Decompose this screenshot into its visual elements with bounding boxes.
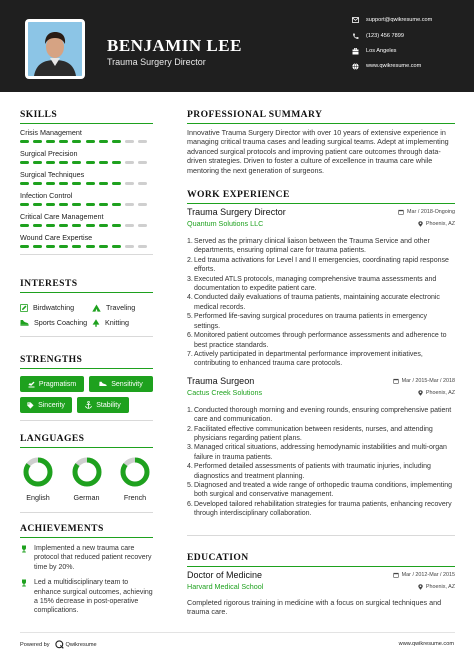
summary-divider [187,123,455,124]
contact-email-text: support@qwikresume.com [366,17,433,23]
strength-label: Pragmatism [38,380,77,388]
skill-level-segment [72,161,81,164]
bullet-number: 3. [187,444,193,452]
interests-list [20,300,153,330]
skill-level-segment [46,161,55,164]
skill-level-segment [138,161,147,164]
tree-icon [92,319,100,327]
bullet-number: 5. [187,481,193,489]
job-subheader [187,388,455,400]
job-title: Trauma Surgeon [187,375,255,386]
skill-item [20,191,153,212]
job-dates-text: Mar / 2018-Ongoing [407,209,455,216]
skills-heading: SKILLS [20,109,58,120]
calendar-icon [393,378,399,384]
skill-level-bar [20,203,153,206]
skill-level-segment [99,140,108,143]
education-dates-text: Mar / 2012-Mar / 2015 [401,571,455,578]
skill-item [20,212,153,233]
skill-level-segment [46,203,55,206]
qwikresume-logo-icon [55,640,64,649]
education-location-text: Phoenix, AZ [425,583,455,590]
bullet-number: 4. [187,463,193,471]
skill-level-segment [72,140,81,143]
skill-level-segment [99,245,108,248]
skill-level-segment [59,182,68,185]
strength-badge [89,376,153,392]
interest-item [92,300,152,315]
footer-website[interactable]: www.qwikresume.com [398,641,454,647]
job-bullet [187,312,455,331]
experience-end-divider [187,535,455,536]
bullet-number: 6. [187,500,193,508]
interest-label: Birdwatching [33,303,75,312]
skill-level-segment [59,140,68,143]
skill-level-segment [99,182,108,185]
skills-divider [20,123,153,124]
contact-location [352,45,470,57]
skill-level-segment [46,224,55,227]
skill-level-segment [138,224,147,227]
right-column [187,109,455,616]
bullet-text: Led trauma activations for Level I and II emergencies, coordinating rapid response efforts. [194,256,449,274]
job-company: Quantum Solutions LLC [187,219,264,229]
phone-icon [352,33,359,40]
trophy-icon [20,579,28,587]
anchor-icon [85,401,92,409]
experience-heading: WORK EXPERIENCE [187,189,290,201]
job-location [418,390,455,396]
experience-divider [187,203,455,204]
language-item [117,457,153,502]
skill-level-segment [138,245,147,248]
skill-level-segment [112,182,121,185]
skill-level-segment [125,224,134,227]
job-dates [398,209,455,215]
brand-name: Qwikresume [65,641,97,648]
bullet-text: Executed ATLS protocols, managing comprehensive trauma assessments and documentation to expedite patient care. [194,275,437,293]
education-entry [187,570,455,617]
skill-level-segment [20,182,29,185]
skill-label: Surgical Techniques [20,170,85,179]
languages-divider [20,447,153,448]
bullet-number: 3. [187,275,193,283]
strengths-end-divider [20,420,153,421]
strength-badge [20,397,72,413]
bullet-number: 6. [187,332,193,340]
skill-label: Surgical Precision [20,149,78,158]
bullet-text: Developed tailored rehabilitation strategies for trauma patients, enhancing recovery through interdisciplinary collaboration. [194,500,452,518]
skill-label: Infection Control [20,191,73,200]
skill-level-segment [138,182,147,185]
education-dates [393,572,455,578]
calendar-icon [393,572,399,578]
job-header [187,207,455,219]
skills-list [20,128,153,254]
job-bullet [187,425,455,444]
job-bullet [187,331,455,350]
skill-level-segment [59,161,68,164]
shoe-icon [99,381,107,387]
language-item [69,457,105,502]
interest-label: Sports Coaching [34,318,88,327]
bullet-number: 5. [187,313,193,321]
skill-level-segment [20,140,29,143]
education-location [418,584,455,590]
skill-level-segment [86,182,95,185]
contact-phone[interactable] [352,30,470,42]
job-bullet [187,237,455,256]
summary-heading: PROFESSIONAL SUMMARY [187,109,323,120]
job-bullet [187,481,455,500]
skill-level-segment [20,245,29,248]
job-location-text: Phoenix, AZ [425,221,455,228]
skill-level-bar [20,224,153,227]
skill-item [20,128,153,149]
strength-label: Stability [96,401,121,409]
skill-level-segment [72,203,81,206]
skill-level-segment [112,161,121,164]
language-label: English [26,493,50,502]
job-bullet [187,256,455,275]
skill-level-segment [72,182,81,185]
job-bullet [187,293,455,312]
summary-text: Innovative Trauma Surgery Director with over 10 years of extensive experience in managing critical trauma cases and leading surgical teams. Adept at implementing advanced surgical protocols and improving patient care outcomes through data-driven strategies. Driven to foster a culture of excellence in trauma care while mentoring the next generation of surgeons. [187,128,449,175]
email-icon [352,17,359,23]
language-label: German [73,493,100,502]
job-bullets [187,237,455,369]
job-entry [187,376,455,519]
strength-label: Sincerity [38,401,65,409]
skill-level-segment [125,245,134,248]
skill-level-segment [86,140,95,143]
skill-level-segment [99,203,108,206]
job-dates-text: Mar / 2015-Mar / 2018 [401,377,455,384]
skill-level-segment [20,224,29,227]
bullet-number: 1. [187,406,193,414]
skill-level-segment [46,140,55,143]
education-description: Completed rigorous training in medicine with a focus on surgical techniques and trauma care. [187,597,442,616]
skill-level-segment [59,245,68,248]
globe-icon [352,63,359,70]
language-gauge [23,457,53,487]
skill-level-segment [112,203,121,206]
skill-level-segment [33,245,42,248]
skill-level-segment [86,245,95,248]
skill-item [20,233,153,254]
candidate-title: Trauma Surgery Director [107,57,206,67]
skill-level-segment [138,203,147,206]
candidate-name: BENJAMIN LEE [107,36,242,55]
skill-item [20,149,153,170]
achievement-text: Led a multidisciplinary team to enhance surgical outcomes, achieving a 15% decrease in post-operative complications. [34,579,153,615]
education-heading: EDUCATION [187,551,249,563]
tag-icon [27,402,34,409]
education-header [187,570,455,582]
interests-end-divider [20,336,153,337]
achievement-item [20,544,153,572]
map-pin-icon [418,221,423,227]
skill-level-bar [20,182,153,185]
skill-level-segment [112,224,121,227]
profile-photo [25,19,85,79]
sneaker-icon [20,319,29,326]
education-divider [187,566,455,567]
skill-level-bar [20,161,153,164]
education-school: Harvard Medical School [187,581,264,591]
strength-label: Sensitivity [111,380,143,388]
bullet-text: Performed detailed assessments of patients with traumatic injuries, including diagnostics and treatment planning. [194,463,431,480]
contact-website[interactable] [352,60,470,72]
skill-level-segment [59,203,68,206]
languages-heading: LANGUAGES [20,433,85,444]
powered-by[interactable] [20,640,97,649]
skill-level-segment [46,245,55,248]
job-bullet [187,500,455,519]
skill-label: Crisis Management [20,128,82,137]
skill-level-segment [125,161,134,164]
interest-label: Knitting [105,318,129,327]
skill-level-segment [112,245,121,248]
achievements-heading: ACHIEVEMENTS [20,523,104,534]
strength-badge [20,376,84,392]
job-bullet [187,350,455,369]
skill-level-segment [33,203,42,206]
job-header [187,376,455,388]
job-entry [187,207,455,369]
interest-label: Traveling [106,303,136,312]
bullet-number: 2. [187,256,193,264]
pencil-icon [20,304,28,312]
skill-level-segment [33,224,42,227]
skill-level-segment [125,140,134,143]
tent-icon [92,304,101,312]
skill-label: Wound Care Expertise [20,233,93,242]
bullet-text: Conducted thorough morning and evening rounds, ensuring comprehensive patient care and communication. [194,406,452,424]
bullet-text: Performed life-saving surgical procedures on trauma patients in emergency settings. [194,313,428,330]
language-gauge [72,457,102,487]
interest-item [92,315,152,330]
skill-level-segment [33,182,42,185]
skill-level-segment [99,161,108,164]
bullet-number: 2. [187,425,193,433]
bullet-text: Monitored patient outcomes through performance assessments and adherence to best practice standards. [194,332,447,349]
map-pin-icon [418,584,423,590]
skill-level-segment [20,203,29,206]
contact-location-text: Los Angeles [366,48,397,54]
job-location [418,221,455,227]
contact-website-text: www.qwikresume.com [366,63,422,69]
achievement-text: Implemented a new trauma care protocol that reduced patient recovery time by 20%. [34,545,152,571]
interest-item [20,300,92,315]
bullet-text: Facilitated effective communication between residents, nurses, and attending physicians regarding patient plans. [194,425,433,442]
interest-item [20,315,92,330]
contact-phone-text: (123) 456 7899 [366,33,404,39]
skill-level-bar [20,140,153,143]
job-bullet [187,406,455,425]
achievements-divider [20,537,153,538]
skill-level-segment [33,161,42,164]
skill-level-segment [99,224,108,227]
language-label: French [123,493,147,502]
interests-heading: INTERESTS [20,278,78,289]
skill-level-segment [86,161,95,164]
language-item [20,457,56,502]
skill-level-bar [20,245,153,248]
location-icon [352,48,359,55]
job-bullets [187,406,455,519]
bullet-number: 4. [187,294,193,302]
skill-level-segment [125,203,134,206]
languages-list [20,457,153,502]
bullet-text: Managed critical situations, addressing hemodynamic instabilities and multi-organ failure in trauma patients. [194,444,447,461]
skill-level-segment [59,224,68,227]
map-pin-icon [418,390,423,396]
achievement-item [20,578,153,616]
skill-level-segment [20,161,29,164]
left-column [20,109,153,616]
bullet-text: Served as the primary clinical liaison between the Trauma Service and other departments, ensuring optimal care for trauma patients. [194,238,430,255]
skills-end-divider [20,254,153,255]
skill-level-segment [72,224,81,227]
skill-level-segment [86,224,95,227]
strength-badge [77,397,129,413]
bullet-number: 7. [187,350,193,358]
job-bullet [187,275,455,294]
skill-level-segment [112,140,121,143]
strengths-heading: STRENGTHS [20,354,83,365]
job-bullet [187,462,455,481]
strengths-list [20,376,153,413]
resume-header [0,0,474,92]
language-gauge [120,457,150,487]
job-bullet [187,443,455,462]
job-location-text: Phoenix, AZ [425,389,455,396]
job-dates [393,378,455,384]
calendar-icon [398,209,404,215]
powered-by-label: Powered by [20,641,50,648]
job-subheader [187,219,455,231]
skill-level-segment [33,140,42,143]
contact-email[interactable] [352,14,470,26]
bullet-text: Diagnosed and treated a wide range of orthopedic trauma conditions, implementing both surgical and conservative management. [194,481,452,499]
hand-icon [28,381,35,388]
skill-level-segment [72,245,81,248]
bullet-number: 1. [187,238,193,246]
interests-divider [20,292,153,293]
job-company: Cactus Creek Solutions [187,387,263,397]
skill-level-segment [46,182,55,185]
languages-end-divider [20,512,153,513]
job-title: Trauma Surgery Director [187,207,286,218]
education-degree: Doctor of Medicine [187,569,263,580]
education-subheader [187,582,455,594]
trophy-icon [20,545,28,553]
skill-item [20,170,153,191]
skill-level-segment [86,203,95,206]
skill-level-segment [138,140,147,143]
footer-divider [20,632,455,633]
skill-level-segment [125,182,134,185]
skill-label: Critical Care Management [20,212,104,221]
bullet-text: Actively participated in departmental performance improvement initiatives, contributing to enhanced trauma care protocols. [194,350,423,368]
strengths-divider [20,368,153,369]
bullet-text: Conducted daily evaluations of trauma patients, maintaining accurate electronic medical records. [194,294,440,311]
